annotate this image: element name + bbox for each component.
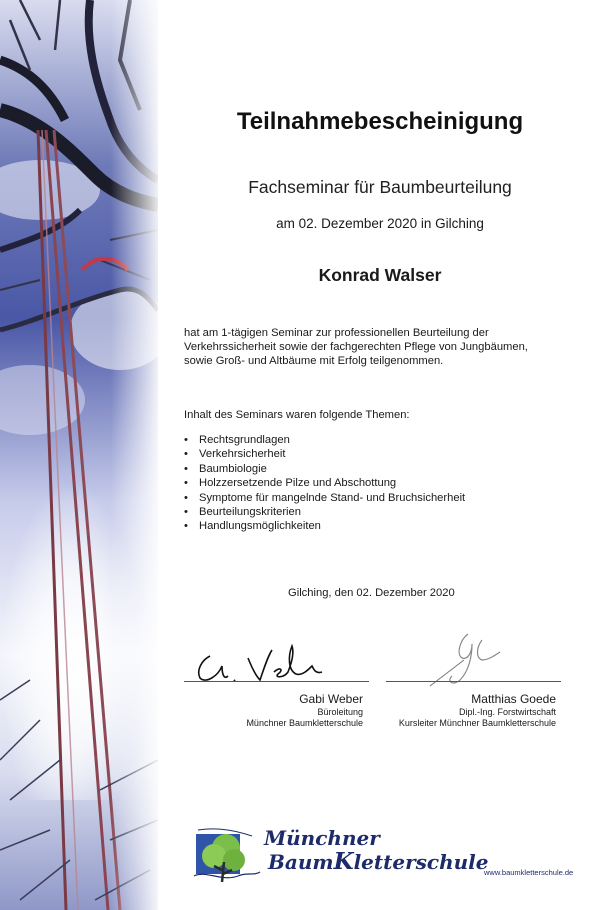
paragraph-line: Verkehrssicherheit sowie der fachgerechten Pflege von Jungbäumen, [184, 341, 528, 353]
topic-item: • Rechtsgrundlagen [184, 433, 465, 447]
topics-intro: Inhalt des Seminars waren folgende Themen: [184, 409, 410, 421]
seminar-subtitle: Fachseminar für Baumbeurteilung [248, 177, 512, 197]
signature-line-right [386, 681, 561, 682]
signature-block-right [358, 692, 556, 729]
logo-line-1: Münchner [264, 826, 380, 850]
logo-letter-k: K [333, 848, 354, 875]
signer-role: Büroleitung [317, 707, 363, 717]
topic-item: • Beurteilungskriterien [184, 505, 465, 519]
topic-item: • Handlungsmöglichkeiten [184, 519, 465, 533]
topic-item: • Baumbiologie [184, 462, 465, 476]
topic-item: • Symptome für mangelnde Stand- und Bruchsicherheit [184, 491, 465, 505]
signature-block-left [198, 692, 363, 729]
participant-name: Konrad Walser [318, 265, 442, 285]
signature-line-left [184, 681, 369, 682]
tree-climbing-photo [0, 0, 158, 910]
topic-item: • Verkehrsicherheit [184, 447, 465, 461]
signer-name: Gabi Weber [299, 692, 363, 706]
signer-name: Matthias Goede [471, 692, 556, 706]
topics-list [184, 433, 465, 534]
seminar-date-line: am 02. Dezember 2020 in Gilching [276, 216, 484, 231]
signature-left-icon [188, 636, 366, 686]
topic-item: • Holzzersetzende Pilze und Abschottung [184, 476, 465, 490]
certificate-content [158, 0, 602, 910]
signer-org: Münchner Baumkletterschule [246, 718, 363, 728]
signature-right-icon [390, 630, 560, 688]
signer-role: Dipl.-Ing. Forstwirtschaft [458, 707, 556, 717]
logo-word-letterschule: letterschule [353, 850, 489, 874]
paragraph-line: hat am 1-tägigen Seminar zur professionellen Beurteilung der [184, 327, 489, 339]
signer-org: Kursleiter Münchner Baumkletterschule [398, 718, 556, 728]
logo-word-baum: Baum [268, 850, 334, 874]
website-url: www.baumkletterschule.de [484, 868, 574, 877]
school-logo [192, 826, 489, 888]
paragraph-line: sowie Groß- und Altbäume mit Erfolg teilgenommen. [184, 355, 444, 367]
place-date: Gilching, den 02. Dezember 2020 [288, 587, 455, 599]
logo-wordmark [264, 826, 488, 874]
logo-line-2 [268, 850, 488, 874]
certificate-paragraph [184, 326, 584, 368]
tree-logo-icon [192, 826, 262, 888]
certificate-title: Teilnahmebescheinigung [236, 108, 524, 135]
